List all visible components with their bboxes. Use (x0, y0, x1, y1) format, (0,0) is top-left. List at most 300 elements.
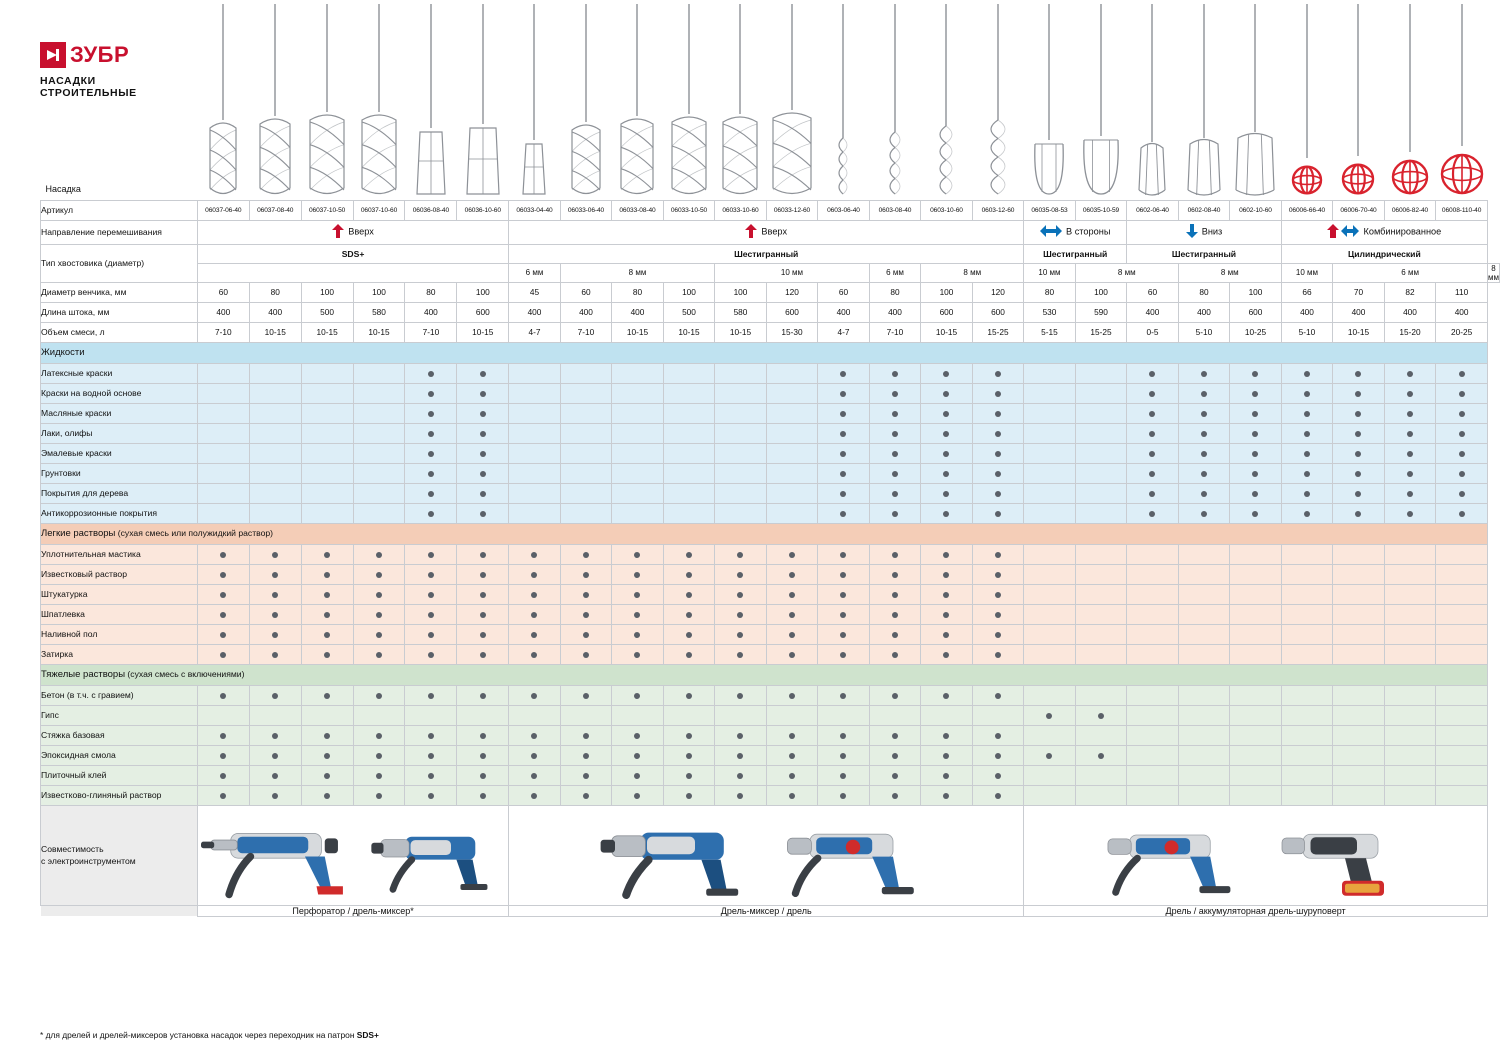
compat-mark-cell (509, 584, 561, 604)
article-cell: 06037-08-40 (249, 200, 301, 220)
diameter-cell: 100 (715, 282, 767, 302)
whisk-cell (249, 0, 301, 200)
feature-label: Эмалевые краски (41, 443, 198, 463)
compat-mark-cell (1384, 443, 1436, 463)
compat-mark-cell (1333, 584, 1385, 604)
volume-cell: 10-15 (612, 322, 664, 342)
compat-mark-cell (921, 363, 973, 383)
compat-mark-cell (715, 403, 767, 423)
compat-mark-cell (405, 463, 457, 483)
article-cell: 06037-10-50 (301, 200, 353, 220)
direction-row: Направление перемешивания Вверх Вверх В стороны Вниз Комбинированное (41, 220, 1500, 244)
compat-mark-cell (715, 483, 767, 503)
compat-image-row (41, 805, 1500, 905)
compat-mark-cell (1333, 383, 1385, 403)
compat-mark-cell (197, 443, 249, 463)
compat-mark-cell (560, 363, 612, 383)
compat-mark-cell (818, 745, 870, 765)
compat-mark-cell (1075, 624, 1127, 644)
length-cell: 400 (197, 302, 249, 322)
section-header-row (41, 664, 1500, 685)
diameter-cell: 80 (612, 282, 664, 302)
compat-mark-cell (509, 644, 561, 664)
length-cell: 500 (663, 302, 715, 322)
compat-mark-cell (1333, 363, 1385, 383)
compat-mark-cell (1281, 544, 1333, 564)
shank-size-cell: 6 мм (509, 263, 561, 282)
compat-mark-cell (249, 644, 301, 664)
compat-mark-cell (560, 624, 612, 644)
compat-mark-cell (766, 403, 818, 423)
compat-mark-cell (1436, 584, 1488, 604)
compat-mark-cell (560, 403, 612, 423)
length-cell: 400 (869, 302, 921, 322)
feature-row (41, 785, 1500, 805)
compat-mark-cell (818, 443, 870, 463)
shank-size-row (41, 263, 1500, 282)
compat-tools-hex (509, 805, 1024, 905)
compat-mark-cell (509, 443, 561, 463)
compat-mark-cell (301, 785, 353, 805)
compat-mark-cell (560, 544, 612, 564)
compat-mark-cell (1178, 604, 1230, 624)
compat-mark-cell (301, 403, 353, 423)
compat-mark-cell (509, 604, 561, 624)
compat-mark-cell (766, 745, 818, 765)
compat-mark-cell (663, 644, 715, 664)
compat-mark-cell (972, 604, 1024, 624)
whisk-cell (715, 0, 767, 200)
compat-mark-cell (818, 564, 870, 584)
compat-mark-cell (509, 403, 561, 423)
compat-mark-cell (353, 604, 405, 624)
compat-mark-cell (921, 483, 973, 503)
volume-cell: 7-10 (560, 322, 612, 342)
shank-size-cell: 6 мм (1333, 263, 1488, 282)
compat-mark-cell (612, 564, 664, 584)
length-cell: 400 (249, 302, 301, 322)
compat-mark-cell (353, 564, 405, 584)
volume-cell: 4-7 (818, 322, 870, 342)
compat-mark-cell (509, 463, 561, 483)
diameter-cell: 100 (353, 282, 405, 302)
length-cell: 500 (301, 302, 353, 322)
compat-mark-cell (1230, 604, 1282, 624)
article-cell: 06037-10-60 (353, 200, 405, 220)
compat-mark-cell (1436, 685, 1488, 705)
compat-mark-cell (560, 463, 612, 483)
article-cell: 06036-08-40 (405, 200, 457, 220)
compat-mark-cell (405, 685, 457, 705)
shank-group-cell: Шестигранный (509, 244, 1024, 263)
diameter-cell: 80 (249, 282, 301, 302)
compat-mark-cell (972, 705, 1024, 725)
feature-label: Известковый раствор (41, 564, 198, 584)
compat-mark-cell (301, 705, 353, 725)
compat-mark-cell (1075, 564, 1127, 584)
whisk-cell (1024, 0, 1076, 200)
compat-mark-cell (1384, 463, 1436, 483)
compat-mark-cell (560, 785, 612, 805)
volume-cell: 10-15 (663, 322, 715, 342)
compat-mark-cell (197, 423, 249, 443)
direction-cell: Вверх (509, 220, 1024, 244)
article-cell: 06036-10-60 (457, 200, 509, 220)
compat-mark-cell (1230, 705, 1282, 725)
length-cell: 400 (405, 302, 457, 322)
feature-label: Антикоррозионные покрытия (41, 503, 198, 523)
compat-mark-cell (1436, 624, 1488, 644)
compat-mark-cell (197, 644, 249, 664)
diameter-cell: 60 (560, 282, 612, 302)
volume-cell: 10-15 (353, 322, 405, 342)
feature-row (41, 423, 1500, 443)
compat-mark-cell (457, 785, 509, 805)
diameter-cell: 120 (972, 282, 1024, 302)
compat-mark-cell (353, 705, 405, 725)
compat-mark-cell (509, 765, 561, 785)
arrow-up-leftright-icon (1327, 224, 1359, 240)
compat-mark-cell (457, 584, 509, 604)
compat-mark-cell (249, 544, 301, 564)
compat-mark-cell (301, 745, 353, 765)
compat-mark-cell (1075, 403, 1127, 423)
compat-mark-cell (1178, 503, 1230, 523)
compat-mark-cell (509, 383, 561, 403)
footnote: * для дрелей и дрелей-миксеров установка насадок через переходник на патрон SDS+ (40, 1030, 379, 1040)
diameter-cell: 60 (818, 282, 870, 302)
compat-mark-cell (197, 483, 249, 503)
feature-row (41, 705, 1500, 725)
compat-mark-cell (405, 564, 457, 584)
compat-mark-cell (1333, 564, 1385, 584)
compat-mark-cell (197, 363, 249, 383)
volume-cell: 15-30 (766, 322, 818, 342)
compat-mark-cell (1333, 685, 1385, 705)
compat-mark-cell (353, 423, 405, 443)
feature-label: Уплотнительная мастика (41, 544, 198, 564)
compat-mark-cell (766, 604, 818, 624)
compat-mark-cell (869, 604, 921, 624)
compat-mark-cell (972, 443, 1024, 463)
compat-mark-cell (766, 443, 818, 463)
whisk-cell (457, 0, 509, 200)
volume-cell: 15-20 (1384, 322, 1436, 342)
shank-group-cell: Шестигранный (1127, 244, 1282, 263)
brand-name: ЗУБР (70, 42, 130, 67)
compat-mark-cell (249, 503, 301, 523)
shank-size-cell: 6 мм (869, 263, 921, 282)
whisk-cell (1384, 0, 1436, 200)
compat-mark-cell (1384, 584, 1436, 604)
shank-group-cell: SDS+ (197, 244, 508, 263)
compat-mark-cell (249, 463, 301, 483)
compat-mark-cell (663, 584, 715, 604)
compat-mark-cell (766, 785, 818, 805)
compat-mark-cell (663, 564, 715, 584)
feature-row (41, 503, 1500, 523)
compat-mark-cell (457, 363, 509, 383)
compat-mark-cell (766, 564, 818, 584)
compat-mark-cell (1127, 483, 1179, 503)
product-matrix-table (40, 0, 1500, 917)
feature-label: Масляные краски (41, 403, 198, 423)
compat-mark-cell (560, 564, 612, 584)
compat-mark-cell (405, 765, 457, 785)
compat-mark-cell (301, 584, 353, 604)
diameter-cell: 80 (405, 282, 457, 302)
compat-mark-cell (766, 544, 818, 564)
compat-mark-cell (509, 363, 561, 383)
compat-mark-cell (921, 624, 973, 644)
article-cell: 06006-70-40 (1333, 200, 1385, 220)
compat-mark-cell (766, 423, 818, 443)
compat-mark-cell (1075, 363, 1127, 383)
compat-mark-cell (1384, 725, 1436, 745)
compat-mark-cell (560, 503, 612, 523)
compat-mark-cell (301, 685, 353, 705)
article-cell: 0603-08-40 (869, 200, 921, 220)
compat-mark-cell (1230, 503, 1282, 523)
shank-group-row: Тип хвостовика (диаметр) SDS+ Шестигранный Шестигранный Шестигранный Цилиндрический (41, 244, 1500, 263)
length-cell: 400 (1333, 302, 1385, 322)
compat-mark-cell (921, 503, 973, 523)
compat-mark-cell (1075, 765, 1127, 785)
compat-mark-cell (353, 403, 405, 423)
compat-mark-cell (1230, 564, 1282, 584)
compat-mark-cell (972, 745, 1024, 765)
compat-mark-cell (509, 503, 561, 523)
compat-caption: Дрель / аккумуляторная дрель-шуруповерт (1024, 905, 1488, 916)
compat-mark-cell (405, 785, 457, 805)
compat-mark-cell (249, 443, 301, 463)
arrow-up-icon (332, 224, 344, 240)
compat-mark-cell (1127, 383, 1179, 403)
compat-mark-cell (1384, 503, 1436, 523)
compat-mark-cell (972, 503, 1024, 523)
compat-mark-cell (1178, 765, 1230, 785)
section-title: Легкие растворы (сухая смесь или полужидкий раствор) (41, 523, 1488, 544)
compat-mark-cell (353, 503, 405, 523)
volume-cell: 10-15 (715, 322, 767, 342)
compat-mark-cell (869, 705, 921, 725)
diameter-cell: 66 (1281, 282, 1333, 302)
compat-mark-cell (1075, 785, 1127, 805)
compat-mark-cell (1281, 584, 1333, 604)
volume-cell: 10-15 (921, 322, 973, 342)
feature-row (41, 403, 1500, 423)
compat-mark-cell (1127, 745, 1179, 765)
compat-mark-cell (1281, 443, 1333, 463)
compat-mark-cell (249, 363, 301, 383)
compat-caption: Дрель-миксер / дрель (509, 905, 1024, 916)
compat-mark-cell (1436, 725, 1488, 745)
compat-mark-cell (1075, 463, 1127, 483)
compat-mark-cell (1436, 604, 1488, 624)
compat-mark-cell (197, 604, 249, 624)
compat-mark-cell (197, 765, 249, 785)
compat-mark-cell (560, 584, 612, 604)
arrow-left-right-icon (1040, 225, 1062, 239)
compat-mark-cell (1436, 745, 1488, 765)
compat-mark-cell (766, 765, 818, 785)
compat-mark-cell (972, 685, 1024, 705)
compat-mark-cell (663, 685, 715, 705)
arrow-up-icon (745, 224, 757, 240)
compat-mark-cell (509, 685, 561, 705)
compat-mark-cell (197, 705, 249, 725)
compat-mark-cell (921, 544, 973, 564)
compat-mark-cell (869, 483, 921, 503)
diameter-cell: 80 (869, 282, 921, 302)
compat-mark-cell (818, 403, 870, 423)
compat-mark-cell (612, 624, 664, 644)
compat-mark-cell (1436, 705, 1488, 725)
compat-mark-cell (1230, 725, 1282, 745)
brand-line-2: СТРОИТЕЛЬНЫЕ (40, 87, 137, 99)
compat-mark-cell (663, 604, 715, 624)
compat-mark-cell (1127, 604, 1179, 624)
compat-mark-cell (1075, 483, 1127, 503)
compat-mark-cell (353, 443, 405, 463)
compat-mark-cell (249, 745, 301, 765)
compat-mark-cell (197, 503, 249, 523)
compat-mark-cell (405, 503, 457, 523)
whisk-cell (1178, 0, 1230, 200)
compat-mark-cell (1384, 544, 1436, 564)
whisk-cell (560, 0, 612, 200)
compat-mark-cell (405, 383, 457, 403)
compat-mark-cell (1178, 403, 1230, 423)
diameter-cell: 60 (1127, 282, 1179, 302)
compat-mark-cell (1230, 383, 1282, 403)
compat-mark-cell (405, 725, 457, 745)
compat-mark-cell (1281, 765, 1333, 785)
compat-mark-cell (766, 584, 818, 604)
compat-mark-cell (972, 544, 1024, 564)
compat-mark-cell (612, 483, 664, 503)
volume-row: Объем смеси, л 7-10 10-15 10-15 10-15 7-10 10-15 4-7 7-10 10-15 10-15 10-15 15-30 4-7 7-10 10-15 15-25 5-15 15-25 0-5 5-10 10-25 5-10 10-15 15-20 20-25 (41, 322, 1500, 342)
compat-mark-cell (869, 785, 921, 805)
diameter-cell: 100 (1075, 282, 1127, 302)
volume-cell: 10-15 (457, 322, 509, 342)
compat-mark-cell (869, 423, 921, 443)
direction-cell: Вверх (197, 220, 508, 244)
shank-size-cell: 8 мм (560, 263, 715, 282)
compat-mark-cell (1024, 544, 1076, 564)
compat-mark-cell (612, 423, 664, 443)
compat-mark-cell (1127, 685, 1179, 705)
compat-mark-cell (1075, 685, 1127, 705)
compat-mark-cell (301, 423, 353, 443)
compat-mark-cell (869, 544, 921, 564)
compat-mark-cell (1281, 403, 1333, 423)
compat-mark-cell (766, 363, 818, 383)
diameter-cell: 100 (663, 282, 715, 302)
compat-mark-cell (1075, 725, 1127, 745)
compat-mark-cell (1127, 363, 1179, 383)
length-cell: 400 (1127, 302, 1179, 322)
compat-mark-cell (1127, 725, 1179, 745)
compat-mark-cell (1075, 604, 1127, 624)
whisk-cell (1075, 0, 1127, 200)
compat-mark-cell (766, 725, 818, 745)
compat-mark-cell (1075, 443, 1127, 463)
feature-label: Лаки, олифы (41, 423, 198, 443)
feature-row (41, 624, 1500, 644)
compat-mark-cell (301, 463, 353, 483)
compat-mark-cell (560, 383, 612, 403)
compat-mark-cell (1230, 463, 1282, 483)
compat-mark-cell (612, 725, 664, 745)
compat-mark-cell (353, 765, 405, 785)
feature-row (41, 383, 1500, 403)
compat-mark-cell (1075, 544, 1127, 564)
compat-mark-cell (1024, 604, 1076, 624)
compat-mark-cell (353, 383, 405, 403)
compat-mark-cell (457, 483, 509, 503)
compat-mark-cell (405, 604, 457, 624)
compat-mark-cell (972, 403, 1024, 423)
article-cell: 06033-12-60 (766, 200, 818, 220)
compat-mark-cell (715, 624, 767, 644)
compat-mark-cell (1281, 423, 1333, 443)
compat-mark-cell (301, 503, 353, 523)
diameter-cell: 70 (1333, 282, 1385, 302)
compat-mark-cell (663, 624, 715, 644)
compat-mark-cell (1333, 403, 1385, 423)
compat-mark-cell (766, 624, 818, 644)
compat-mark-cell (1333, 544, 1385, 564)
compat-mark-cell (818, 423, 870, 443)
compat-mark-cell (972, 423, 1024, 443)
compat-mark-cell (612, 383, 664, 403)
compat-mark-cell (1436, 483, 1488, 503)
diameter-cell: 110 (1436, 282, 1488, 302)
volume-cell: 5-15 (1024, 322, 1076, 342)
compat-mark-cell (197, 725, 249, 745)
compat-mark-cell (509, 745, 561, 765)
feature-label: Плиточный клей (41, 765, 198, 785)
compat-mark-cell (509, 725, 561, 745)
section-title: Тяжелые растворы (сухая смесь с включениями) (41, 664, 1488, 685)
article-cell: 0603-06-40 (818, 200, 870, 220)
compat-mark-cell (405, 544, 457, 564)
compat-mark-cell (921, 685, 973, 705)
feature-row (41, 564, 1500, 584)
compat-mark-cell (457, 644, 509, 664)
compat-mark-cell (1024, 745, 1076, 765)
compat-mark-cell (818, 483, 870, 503)
compat-mark-cell (1384, 383, 1436, 403)
compat-mark-cell (197, 624, 249, 644)
compat-mark-cell (509, 705, 561, 725)
article-cell: 0603-12-60 (972, 200, 1024, 220)
feature-row (41, 363, 1500, 383)
direction-cell: В стороны (1024, 220, 1127, 244)
compat-mark-cell (1024, 685, 1076, 705)
compat-mark-cell (869, 685, 921, 705)
compat-mark-cell (869, 725, 921, 745)
diameter-cell: 120 (766, 282, 818, 302)
compat-mark-cell (301, 765, 353, 785)
whisk-cell (1281, 0, 1333, 200)
compat-mark-cell (249, 403, 301, 423)
compat-mark-cell (1281, 463, 1333, 483)
compat-mark-cell (249, 423, 301, 443)
compat-mark-cell (1178, 644, 1230, 664)
compat-mark-cell (612, 644, 664, 664)
